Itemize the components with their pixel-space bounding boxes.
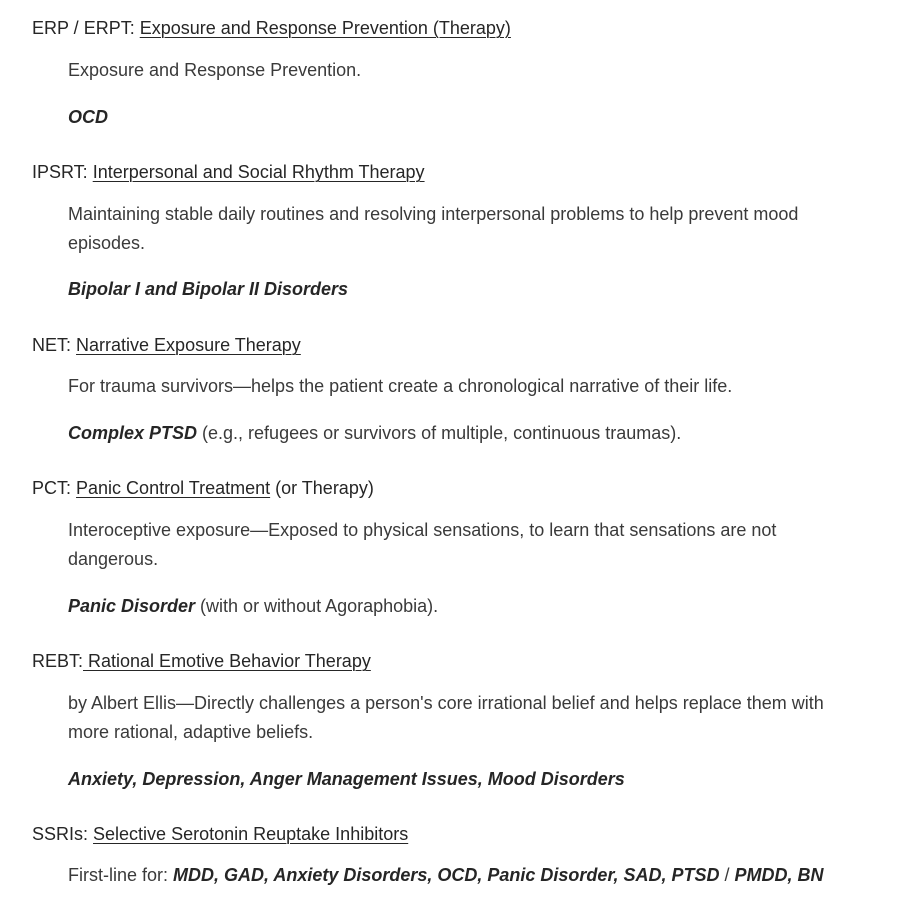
- term-condition: [68, 596, 868, 617]
- term-condition: [68, 279, 868, 300]
- term-abbr: NET:: [32, 335, 72, 355]
- term-condition: [68, 423, 868, 444]
- term-heading-pct: [32, 478, 374, 499]
- term-abbr: REBT:: [32, 651, 84, 671]
- term-abbr: ERP / ERPT:: [32, 18, 135, 38]
- term-condition: [68, 107, 868, 128]
- condition-name: Complex PTSD: [68, 423, 198, 443]
- condition-name: Anxiety, Depression, Anger Management Issues, Mood Disorders: [68, 769, 625, 789]
- firstline-conditions-extra: PMDD, BN: [734, 865, 824, 885]
- term-full-name-link[interactable]: Panic Control Treatment: [76, 478, 271, 498]
- condition-name: OCD: [68, 107, 108, 127]
- term-heading-rebt: [32, 651, 371, 672]
- condition-name: Bipolar I and Bipolar II Disorders: [68, 279, 349, 299]
- condition-note: (e.g., refugees or survivors of multiple, continuous traumas).: [197, 423, 682, 443]
- term-firstline: [68, 865, 868, 886]
- firstline-separator: /: [719, 865, 735, 885]
- term-full-name-link[interactable]: Interpersonal and Social Rhythm Therapy: [92, 162, 425, 182]
- term-suffix: (or Therapy): [270, 478, 374, 498]
- term-heading-erp: [32, 18, 511, 39]
- condition-name: Panic Disorder: [68, 596, 196, 616]
- condition-note: (with or without Agoraphobia).: [195, 596, 439, 616]
- firstline-label: First-line for:: [68, 865, 174, 885]
- term-description: by Albert Ellis—Directly challenges a person's core irrational belief and helps replace them with more rational, adaptive beliefs.: [68, 693, 824, 742]
- term-description: Exposure and Response Prevention.: [68, 60, 362, 80]
- term-abbr: IPSRT:: [32, 162, 88, 182]
- term-full-name-link[interactable]: Narrative Exposure Therapy: [76, 335, 301, 355]
- term-heading-ssris: [32, 824, 408, 845]
- term-full-name-link[interactable]: Selective Serotonin Reuptake Inhibitors: [93, 824, 409, 844]
- term-description: For trauma survivors—helps the patient create a chronological narrative of their life.: [68, 376, 733, 396]
- term-condition: [68, 769, 868, 790]
- term-abbr: PCT:: [32, 478, 72, 498]
- term-abbr: SSRIs:: [32, 824, 89, 844]
- term-heading-ipsrt: [32, 162, 425, 183]
- term-full-name-link[interactable]: Rational Emotive Behavior Therapy: [83, 651, 371, 671]
- term-description: Maintaining stable daily routines and resolving interpersonal problems to help prevent mood episodes.: [68, 204, 799, 253]
- firstline-conditions: MDD, GAD, Anxiety Disorders, OCD, Panic Disorder, SAD, PTSD: [173, 865, 720, 885]
- term-description: Interoceptive exposure—Exposed to physical sensations, to learn that sensations are not dangerous.: [68, 520, 777, 569]
- term-full-name-link[interactable]: Exposure and Response Prevention (Therapy): [139, 18, 511, 38]
- term-heading-net: [32, 335, 301, 356]
